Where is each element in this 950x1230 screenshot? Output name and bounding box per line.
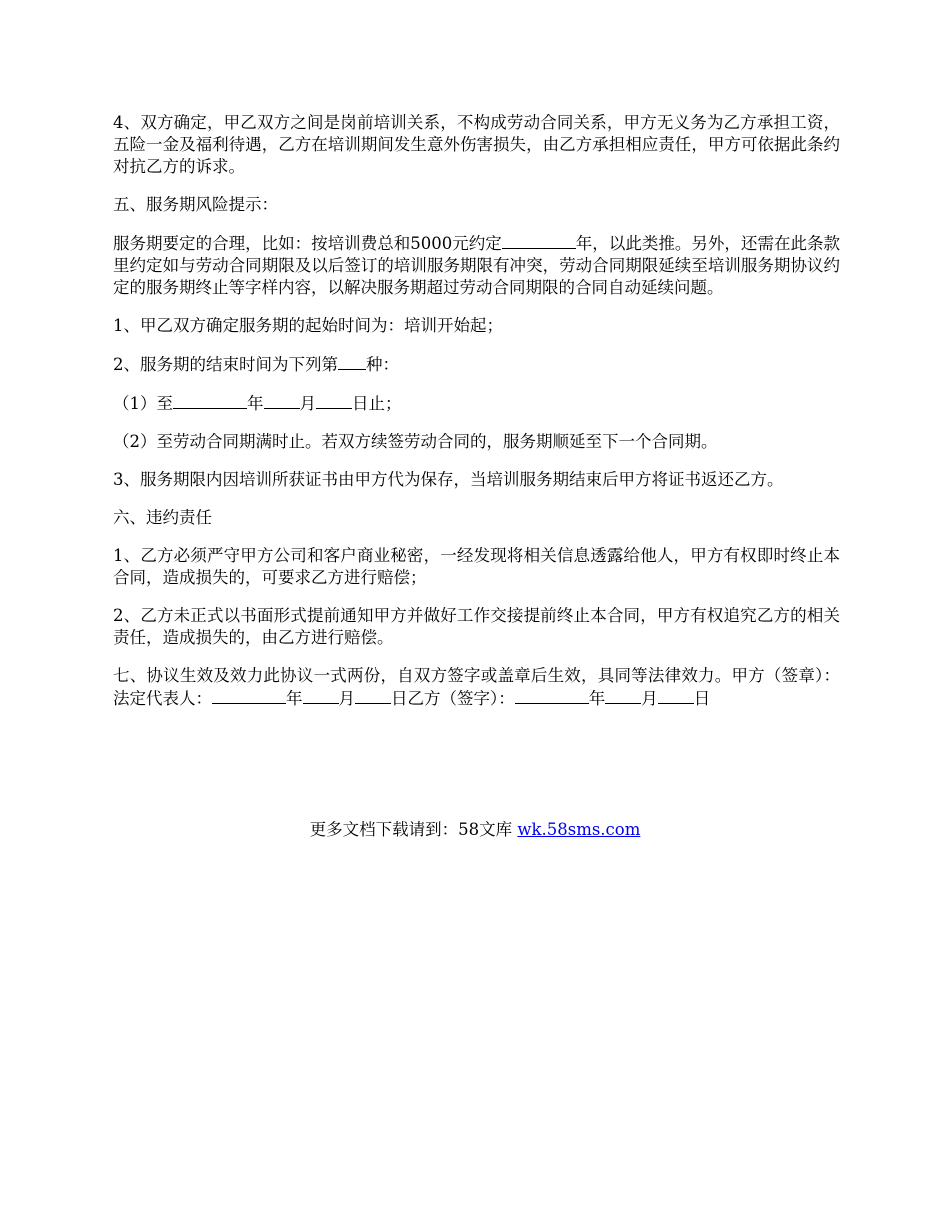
party-b-month-blank bbox=[605, 687, 641, 704]
option-number-blank bbox=[338, 353, 366, 370]
service-start-clause bbox=[113, 315, 840, 337]
option-1-year-blank bbox=[173, 392, 247, 409]
option-1-month-blank bbox=[264, 392, 300, 409]
footer-text: 更多文档下载请到：58文库 bbox=[309, 820, 518, 839]
document-body bbox=[113, 112, 840, 726]
clause-4-text: 4、双方确定，甲乙双方之间是岗前培训关系，不构成劳动合同关系，甲方无义务为乙方承担工资，五险一金及福利待遇，乙方在培训期间发生意外伤害损失，由乙方承担相应责任，甲方可依据此条约对抗乙方的诉求。 bbox=[113, 113, 840, 176]
breach-clause-1-text: 1、乙方必须严守甲方公司和客户商业秘密，一经发现将相关信息透露给他人，甲方有权即时终止本合同，造成损失的，可要求乙方进行赔偿； bbox=[113, 546, 840, 587]
service-end-text-part-2: 种： bbox=[366, 355, 399, 374]
risk-text-part-2: 年，以此类推。另外，还需在此条款里约定如与劳动合同期限及以后签订的培训服务期限有冲突，劳动合同期限延续至培训服务期协议约定的服务期终止等字样内容，以解决服务期超过劳动合同期限的合同自动延续问题。 bbox=[113, 234, 840, 297]
download-footer bbox=[0, 819, 950, 841]
certificate-clause bbox=[113, 469, 840, 491]
party-b-month-label: 月 bbox=[641, 689, 658, 708]
years-blank bbox=[502, 232, 576, 249]
breach-clause-1 bbox=[113, 545, 840, 589]
option-1-month-label: 月 bbox=[299, 394, 316, 413]
section-5-heading bbox=[113, 194, 840, 216]
party-a-year-blank bbox=[212, 687, 286, 704]
section-6-heading bbox=[113, 507, 840, 529]
party-a-day-blank bbox=[355, 687, 391, 704]
footer-link[interactable]: wk.58sms.com bbox=[517, 820, 641, 839]
option-2-text: （2）至劳动合同期满时止。若双方续签劳动合同的，服务期顺延至下一个合同期。 bbox=[113, 432, 718, 451]
option-1-day-label: 日止； bbox=[352, 394, 402, 413]
party-b-year-label: 年 bbox=[588, 689, 606, 708]
option-2-clause bbox=[113, 431, 840, 453]
service-end-clause bbox=[113, 353, 840, 376]
section-5-heading-text: 五、服务期风险提示： bbox=[113, 195, 278, 214]
party-a-month-blank bbox=[303, 687, 339, 704]
section-7-effectiveness-clause bbox=[113, 665, 840, 710]
party-b-signature-label: 日乙方（签字）： bbox=[391, 689, 515, 708]
party-a-month-label: 月 bbox=[338, 689, 355, 708]
service-end-text-part-1: 2、服务期的结束时间为下列第 bbox=[113, 355, 338, 374]
breach-clause-2-text: 2、乙方未正式以书面形式提前通知甲方并做好工作交接提前终止本合同，甲方有权追究乙方的相关责任，造成损失的，由乙方进行赔偿。 bbox=[113, 606, 840, 647]
party-b-day-blank bbox=[658, 687, 694, 704]
certificate-text: 3、服务期限内因培训所获证书由甲方代为保存，当培训服务期结束后甲方将证书返还乙方。 bbox=[113, 470, 784, 489]
option-1-year-label: 年 bbox=[247, 394, 264, 413]
option-1-clause bbox=[113, 392, 840, 415]
section-7-text: 七、协议生效及效力此协议一式两份，自双方签字或盖章后生效，具同等法律效力。甲方（签章）：法定代表人： bbox=[113, 666, 840, 708]
service-period-risk-paragraph bbox=[113, 232, 840, 299]
section-6-heading-text: 六、违约责任 bbox=[113, 508, 212, 527]
party-b-day-label: 日 bbox=[693, 689, 711, 708]
party-a-year-label: 年 bbox=[286, 689, 303, 708]
clause-4-training-relationship bbox=[113, 112, 840, 178]
option-1-text-part-1: （1）至 bbox=[113, 394, 173, 413]
party-b-year-blank bbox=[515, 687, 589, 704]
breach-clause-2 bbox=[113, 605, 840, 649]
risk-text-part-1: 服务期要定的合理，比如：按培训费总和5000元约定 bbox=[113, 234, 502, 253]
service-start-text: 1、甲乙双方确定服务期的起始时间为：培训开始起； bbox=[113, 316, 503, 335]
option-1-day-blank bbox=[316, 392, 352, 409]
